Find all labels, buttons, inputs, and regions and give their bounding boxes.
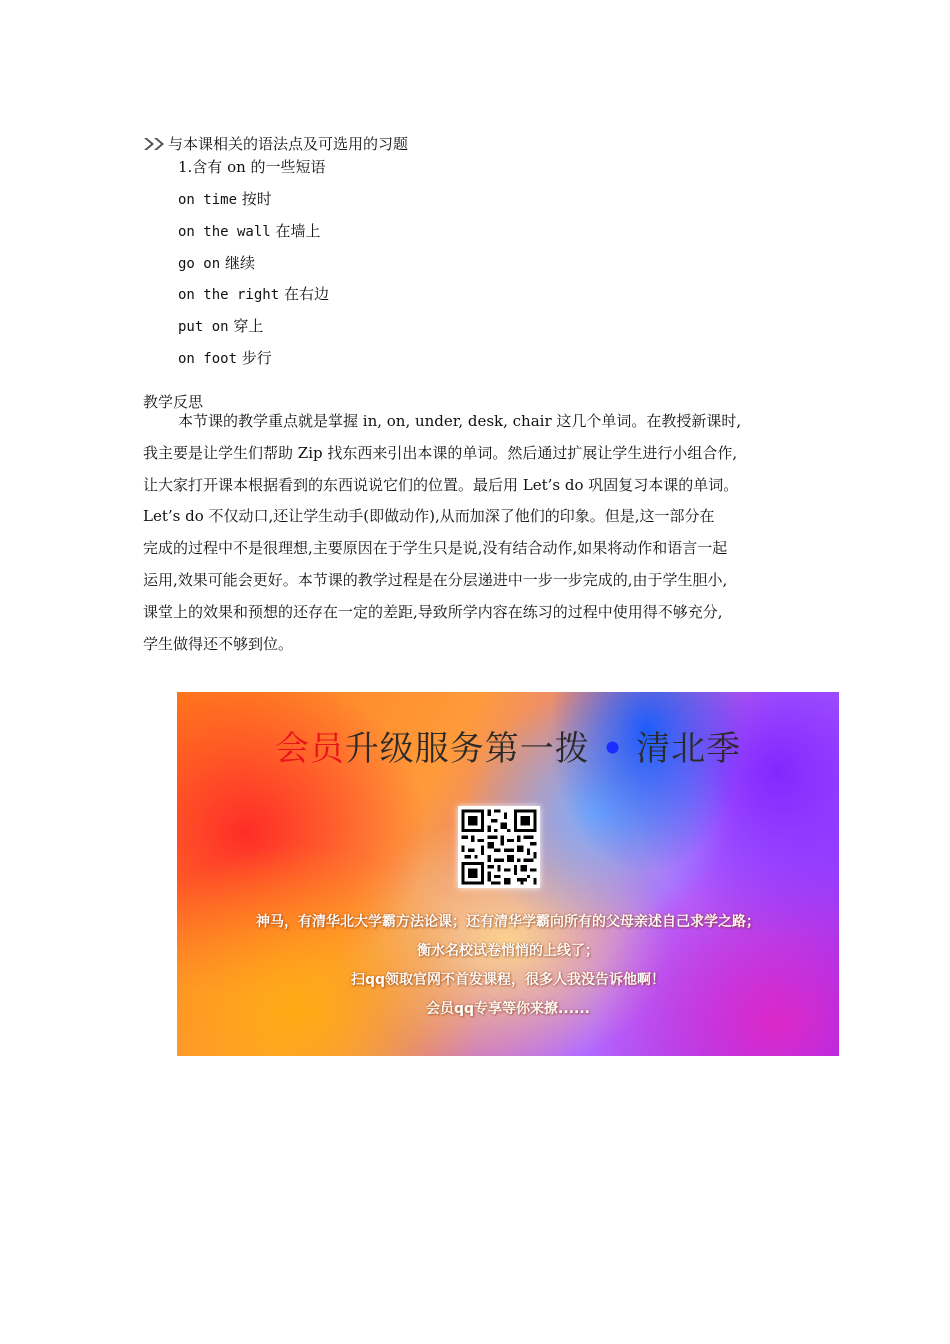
banner-title-part: 升级服务第一拨 (344, 729, 590, 769)
double-chevron-icon (143, 137, 167, 151)
banner-message-line: 衡水名校试卷悄悄的上线了； (417, 943, 599, 959)
phrase-chinese: 在墙上 (275, 221, 321, 240)
banner-message-line: 会员qq专享等你来撩...... (426, 1001, 590, 1017)
phrase-item (178, 188, 329, 220)
paragraph-line: 学生做得还不够到位。 (143, 634, 294, 653)
phrase-list (178, 188, 329, 379)
phrase-english: on the wall (178, 223, 271, 240)
banner-message-line: 扫qq领取官网不首发课程，很多人我没告诉他啊！ (350, 972, 666, 988)
banner-message-lines (177, 911, 839, 1027)
paragraph-line: 课堂上的效果和预想的还存在一定的差距,导致所学内容在练习的过程中使用得不够充分, (143, 602, 723, 621)
phrases-subheading: 1.含有 on 的一些短语 (178, 158, 326, 176)
reflection-paragraph (143, 410, 823, 664)
banner-title (177, 726, 839, 772)
phrase-chinese: 在右边 (283, 285, 329, 304)
phrase-english: put on (178, 319, 229, 336)
phrase-english: on the right (178, 287, 280, 304)
phrase-chinese: 按时 (241, 190, 272, 208)
reflection-title: 教学反思 (143, 393, 204, 411)
banner-title-part: 会员 (274, 729, 345, 769)
phrase-english: go on (178, 255, 221, 272)
phrase-chinese: 穿上 (233, 317, 264, 336)
phrase-english: on foot (178, 350, 238, 367)
paragraph-line: 完成的过程中不是很理想,主要原因在于学生只是说,没有结合动作,如果将动作和语言一起 (143, 539, 728, 558)
paragraph-line: 本节课的教学重点就是掌握 in, on, under, desk, chair 这几个单词。在教授新课时, (178, 412, 742, 430)
paragraph-line: 让大家打开课本根据看到的东西说说它们的位置。最后用 Let’s do 巩固复习本课的单词。 (143, 475, 739, 494)
banner-message-line: 神马，有清华北大学霸方法论课；还有清华学霸向所有的父母亲述自己求学之路； (256, 914, 760, 930)
paragraph-line: 运用,效果可能会更好。本节课的教学过程是在分层递进中一步一步完成的,由于学生胆小, (143, 570, 728, 589)
phrase-item (178, 220, 329, 252)
phrase-item (178, 283, 329, 315)
phrase-item (178, 315, 329, 347)
phrase-item (178, 252, 329, 284)
banner-title-part: 清北季 (636, 729, 742, 769)
paragraph-line: 我主要是让学生们帮助 Zip 找东西来引出本课的单词。然后通过扩展让学生进行小组合作, (143, 443, 738, 462)
grammar-heading-text: 与本课相关的语法点及可选用的习题 (168, 135, 409, 153)
phrase-item (178, 347, 329, 379)
grammar-section-heading (143, 134, 408, 154)
phrase-english: on time (178, 192, 238, 208)
paragraph-line: Let’s do 不仅动口,还让学生动手(即做动作),从而加深了他们的印象。但是,这一部分在 (143, 507, 715, 526)
phrase-chinese: 继续 (224, 253, 255, 272)
qr-code-icon[interactable] (458, 806, 540, 888)
phrase-chinese: 步行 (241, 348, 272, 367)
promo-banner[interactable] (177, 692, 839, 1056)
banner-title-dot: • (601, 729, 625, 769)
